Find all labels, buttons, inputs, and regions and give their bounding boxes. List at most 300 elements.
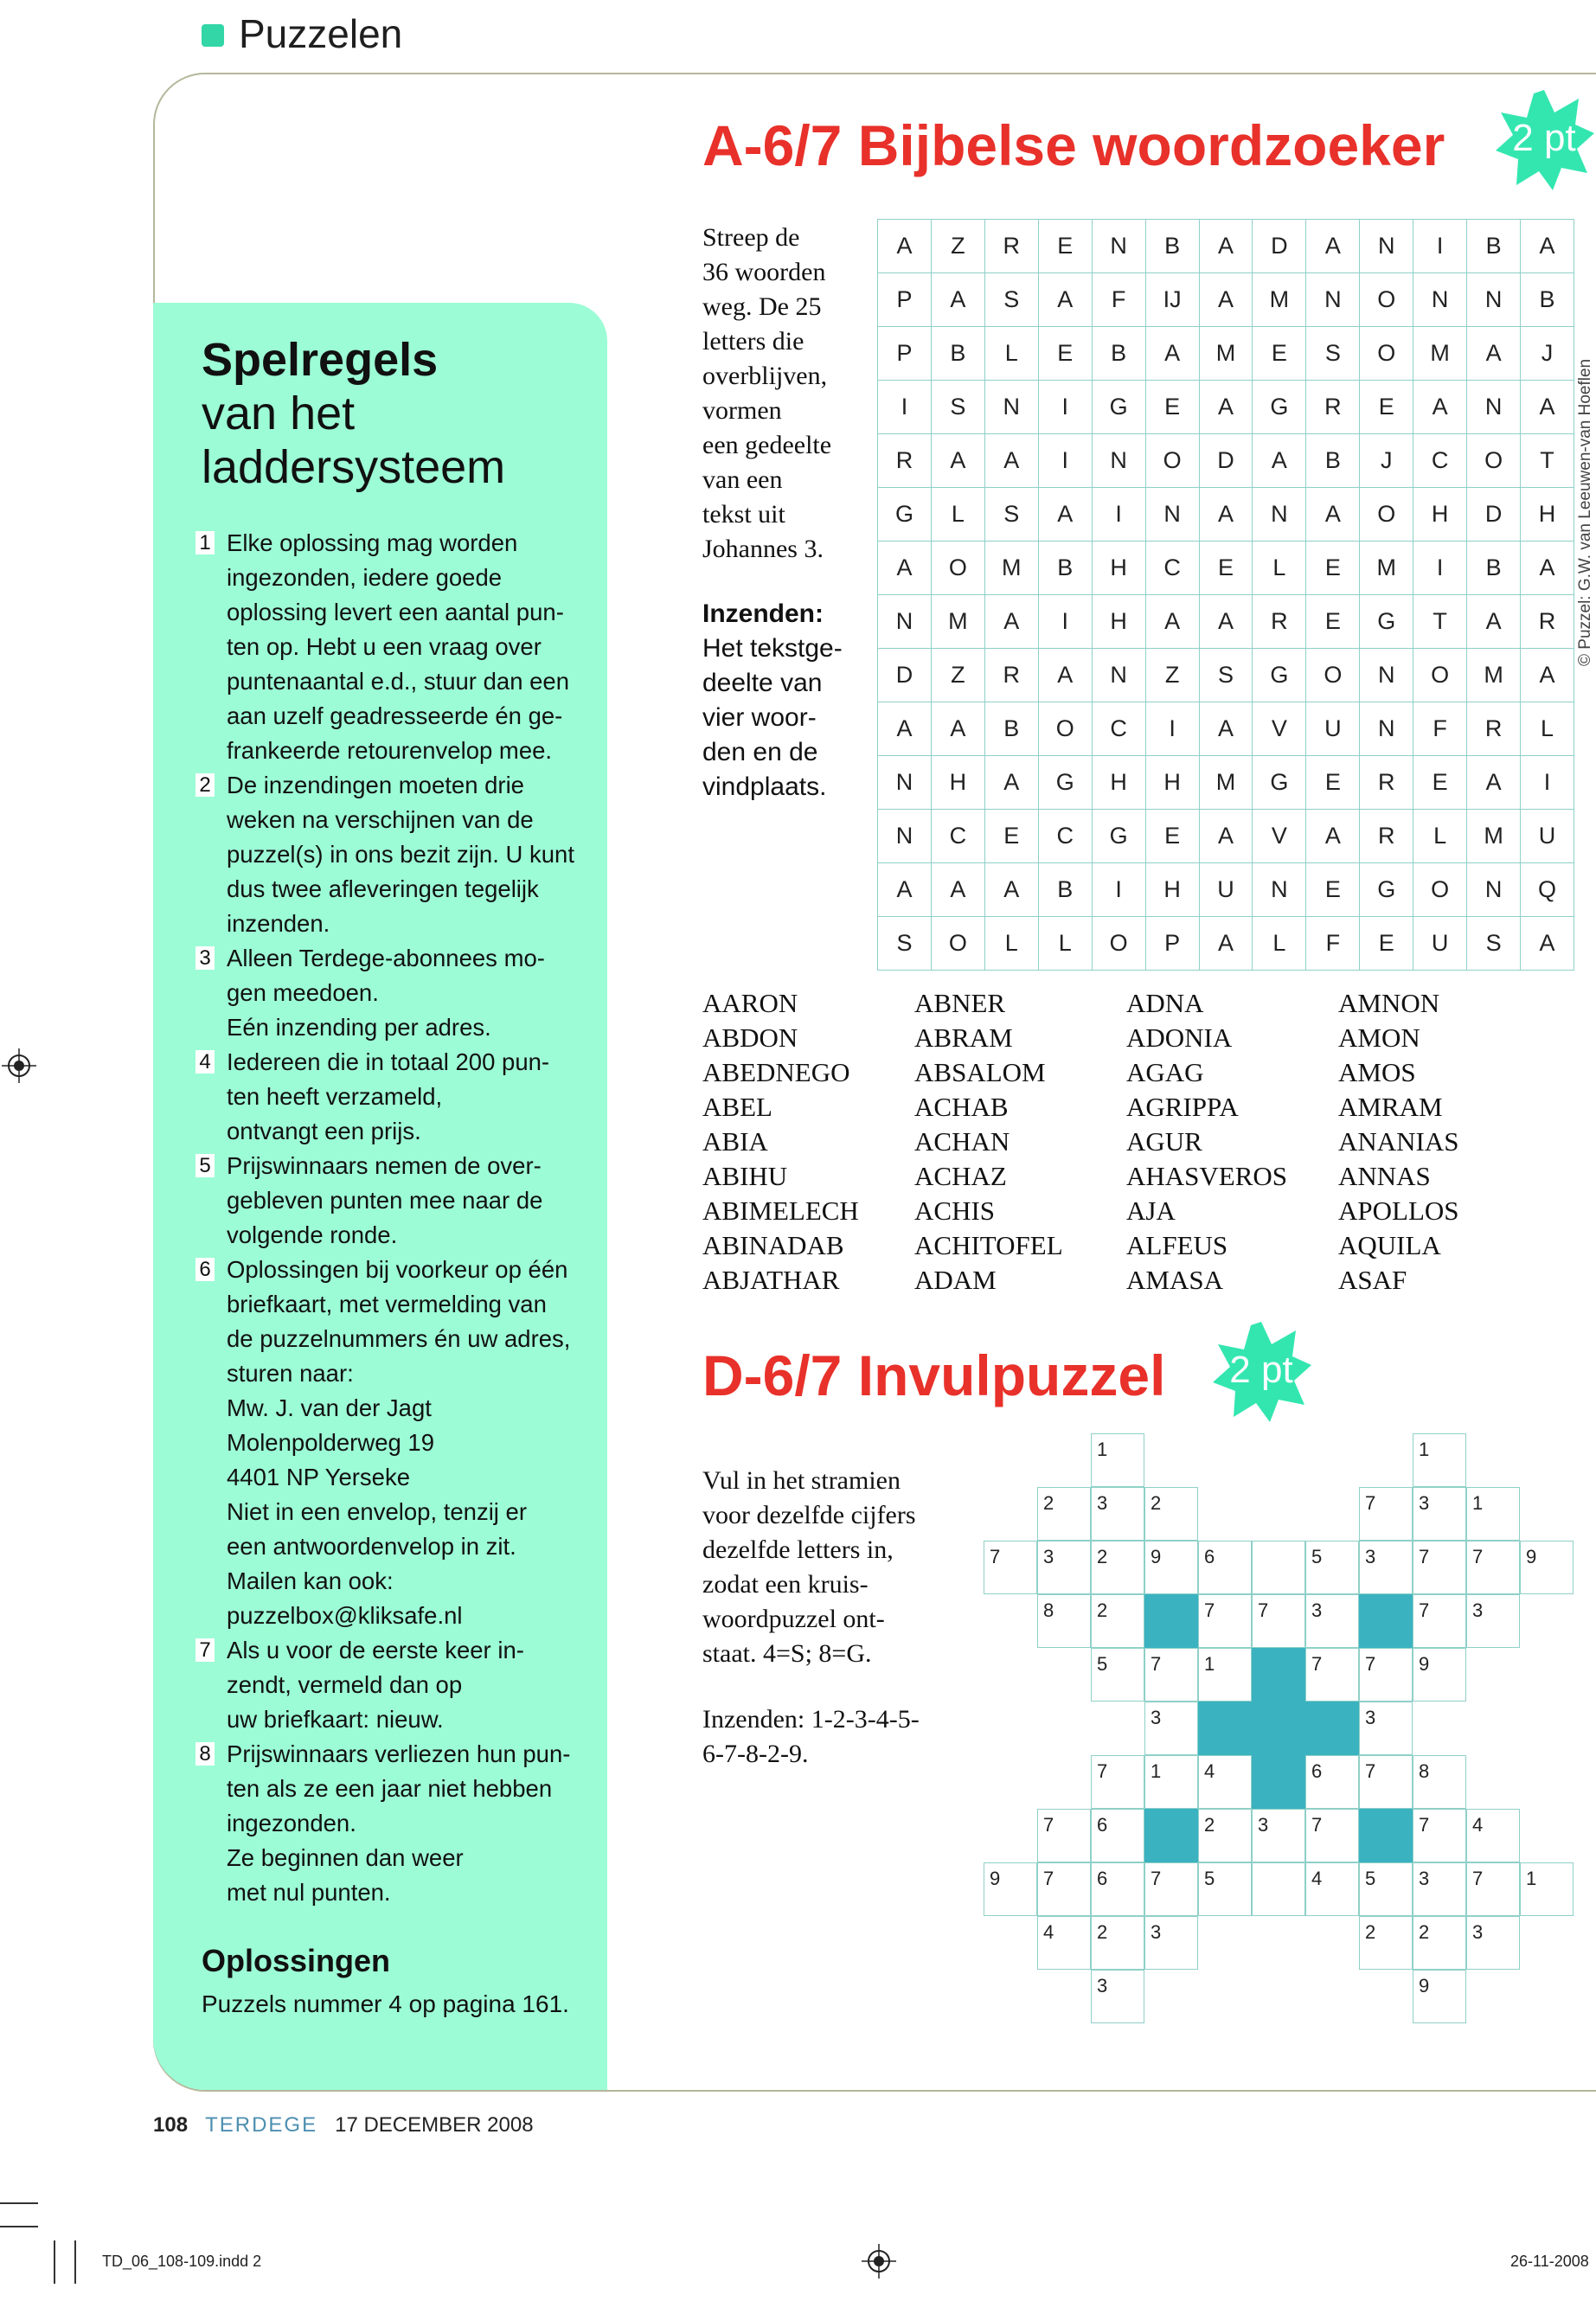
cell-number: 4 xyxy=(1472,1814,1484,1836)
rule-text-line: 4401 NP Yerseke xyxy=(227,1464,411,1490)
grid-letter: L xyxy=(984,327,1038,381)
word-item: ABEDNEGO xyxy=(702,1057,850,1087)
word-item: ASAF xyxy=(1338,1265,1407,1295)
submit-line: Inzenden: 1-2-3-4-5- xyxy=(702,1705,920,1734)
puzzle-d-instructions xyxy=(702,1464,953,1671)
rules-subheading: van het laddersysteem xyxy=(202,388,506,493)
instruction-line: zodat een kruis- xyxy=(702,1570,869,1599)
grid-letter: O xyxy=(1413,863,1467,917)
cell-number: 4 xyxy=(1043,1921,1054,1943)
grid-letter: G xyxy=(1038,756,1092,810)
rule-text-line: zendt, vermeld dan op xyxy=(227,1671,463,1698)
puzzle-a-points: 2 pt xyxy=(1512,117,1576,159)
puzzle-a-title: A-6/7 Bijbelse woordzoeker xyxy=(702,113,1445,177)
word-column xyxy=(914,986,1063,1298)
grid-letter: N xyxy=(1253,488,1306,542)
grid-letter: O xyxy=(1467,434,1521,488)
grid-letter: I xyxy=(1521,756,1574,810)
cell-number: 7 xyxy=(1365,1760,1376,1782)
grid-letter: A xyxy=(1467,595,1521,649)
grid-letter: N xyxy=(1360,702,1413,756)
grid-letter: H xyxy=(1092,756,1145,810)
rule-text-line: uw briefkaart: nieuw. xyxy=(227,1706,444,1733)
grid-letter: E xyxy=(1306,863,1360,917)
grid-letter: G xyxy=(1092,381,1145,434)
grid-letter: E xyxy=(1253,327,1306,381)
word-item: ABDON xyxy=(702,1022,798,1053)
grid-letter: N xyxy=(1360,649,1413,702)
grid-letter: E xyxy=(1038,327,1092,381)
grid-letter: S xyxy=(984,488,1038,542)
grid-row xyxy=(878,756,1574,810)
cell-number: 7 xyxy=(990,1546,1001,1567)
rule-text-line: De inzendingen moeten drie xyxy=(227,772,524,798)
word-item: ABIA xyxy=(702,1126,768,1157)
grid-letter: N xyxy=(984,381,1038,434)
rule-number: 5 xyxy=(195,1154,215,1177)
cell-number: 3 xyxy=(1097,1492,1108,1514)
rule-text-line: puzzelbox@kliksafe.nl xyxy=(227,1602,463,1629)
grid-letter: O xyxy=(1360,327,1413,381)
cell-number: 3 xyxy=(1419,1868,1430,1889)
grid-letter: M xyxy=(1360,542,1413,595)
grid-letter: E xyxy=(1360,917,1413,971)
grid-letter: L xyxy=(931,488,984,542)
grid-letter: B xyxy=(1467,542,1521,595)
grid-letter: R xyxy=(1253,595,1306,649)
grid-letter: A xyxy=(1413,381,1467,434)
cell-number: 4 xyxy=(1311,1868,1323,1889)
grid-letter: A xyxy=(1521,917,1574,971)
grid-letter: E xyxy=(984,810,1038,863)
grid-letter: H xyxy=(931,756,984,810)
instruction-line: een gedeelte xyxy=(702,431,832,459)
cell-number: 7 xyxy=(1419,1599,1430,1621)
rule-text-line: gebleven punten mee naar de xyxy=(227,1187,543,1214)
grid-letter: G xyxy=(1092,810,1145,863)
grid-letter: R xyxy=(1521,595,1574,649)
grid-row xyxy=(878,649,1574,702)
grid-letter: A xyxy=(1199,917,1253,971)
rule-number: 4 xyxy=(195,1050,215,1074)
word-item: ABEL xyxy=(702,1092,772,1122)
grid-letter: T xyxy=(1521,434,1574,488)
grid-letter: J xyxy=(1521,327,1574,381)
grid-letter: H xyxy=(1521,488,1574,542)
rule-item xyxy=(195,1045,576,1149)
cell-number: 1 xyxy=(1097,1439,1108,1460)
rule-text-line: aan uzelf geadresseerde én ge- xyxy=(227,702,563,729)
word-item: AGRIPPA xyxy=(1126,1092,1239,1122)
rule-number: 2 xyxy=(195,773,215,797)
cell-number: 3 xyxy=(1151,1707,1162,1728)
rule-text-line: Als u voor de eerste keer in- xyxy=(227,1637,524,1663)
word-item: APOLLOS xyxy=(1338,1195,1459,1226)
word-item: AGUR xyxy=(1126,1126,1202,1157)
crop-mark xyxy=(0,2226,38,2227)
grid-letter: A xyxy=(984,756,1038,810)
grid-letter: A xyxy=(1521,649,1574,702)
grid-letter: D xyxy=(1467,488,1521,542)
puzzle-a-submit xyxy=(702,597,867,804)
rule-text-line: Iedereen die in totaal 200 pun- xyxy=(227,1048,550,1075)
grid-letter: I xyxy=(1092,863,1145,917)
cell-number: 7 xyxy=(1419,1814,1430,1836)
grid-row xyxy=(878,810,1574,863)
grid-letter: A xyxy=(1199,220,1253,273)
word-column xyxy=(1338,986,1459,1298)
cell-number: 9 xyxy=(1419,1975,1430,1997)
cell-number: 6 xyxy=(1097,1868,1108,1889)
grid-letter: O xyxy=(1038,702,1092,756)
rule-text-line: een antwoordenvelop in zit. xyxy=(227,1533,516,1560)
cell-number: 1 xyxy=(1526,1868,1537,1889)
issue-date: 17 DECEMBER 2008 xyxy=(335,2113,534,2137)
cell-number: 7 xyxy=(1151,1653,1162,1675)
grid-letter: I xyxy=(1038,381,1092,434)
grid-letter: N xyxy=(878,756,932,810)
grid-letter: C xyxy=(1413,434,1467,488)
word-item: ANNAS xyxy=(1338,1161,1431,1191)
grid-letter: M xyxy=(1199,327,1253,381)
grid-letter: D xyxy=(1199,434,1253,488)
grid-letter: S xyxy=(931,381,984,434)
cell-number: 2 xyxy=(1365,1921,1376,1943)
cell-number: 3 xyxy=(1311,1599,1323,1621)
grid-letter: R xyxy=(1306,381,1360,434)
grid-letter: R xyxy=(878,434,932,488)
rule-item xyxy=(195,1633,576,1737)
grid-letter: A xyxy=(1038,649,1092,702)
cell-number: 7 xyxy=(1097,1760,1108,1782)
puzzle-d-points: 2 pt xyxy=(1229,1349,1293,1391)
grid-letter: F xyxy=(1413,702,1467,756)
grid-letter: B xyxy=(1306,434,1360,488)
grid-letter: A xyxy=(878,220,932,273)
grid-letter: O xyxy=(931,542,984,595)
grid-letter: U xyxy=(1521,810,1574,863)
grid-letter: A xyxy=(1038,488,1092,542)
rule-item xyxy=(195,768,576,941)
grid-letter: F xyxy=(1092,273,1145,327)
word-column xyxy=(702,986,859,1298)
grid-letter: O xyxy=(1360,488,1413,542)
rule-text-line: weken na verschijnen van de xyxy=(227,806,534,833)
grid-letter: N xyxy=(878,810,932,863)
solutions-text: Puzzels nummer 4 op pagina 161. xyxy=(202,1990,569,2017)
grid-letter: B xyxy=(984,702,1038,756)
rule-item xyxy=(195,941,576,1045)
rule-text-line: met nul punten. xyxy=(227,1879,391,1906)
cell-number: 9 xyxy=(990,1868,1001,1889)
cell-number: 7 xyxy=(1043,1814,1054,1836)
grid-row xyxy=(878,702,1574,756)
word-column xyxy=(1126,986,1287,1298)
grid-letter: B xyxy=(1145,220,1199,273)
rule-text-line: sturen naar: xyxy=(227,1360,354,1387)
cell-number: 3 xyxy=(1043,1546,1054,1567)
rule-text-line: dus twee afleveringen tegelijk xyxy=(227,875,539,902)
grid-letter: R xyxy=(1467,702,1521,756)
grid-letter: H xyxy=(1092,542,1145,595)
word-item: AMON xyxy=(1338,1022,1420,1053)
instruction-line: Streep de xyxy=(702,223,800,252)
cell-number: 7 xyxy=(1472,1546,1484,1567)
submit-line: vindplaats. xyxy=(702,772,827,801)
word-item: AMASA xyxy=(1126,1265,1223,1295)
cell-number: 1 xyxy=(1472,1492,1484,1514)
grid-letter: H xyxy=(1413,488,1467,542)
crop-mark xyxy=(0,2202,38,2204)
grid-letter: S xyxy=(1199,649,1253,702)
word-item: ANANIAS xyxy=(1338,1126,1459,1157)
word-item: ABIHU xyxy=(702,1161,788,1191)
rule-text-line: Alleen Terdege-abonnees mo- xyxy=(227,945,545,971)
grid-letter: E xyxy=(1038,220,1092,273)
cell-number: 9 xyxy=(1151,1546,1162,1567)
grid-letter: Z xyxy=(931,649,984,702)
rule-text-line: Mailen kan ook: xyxy=(227,1567,394,1594)
rule-text-line: inzenden. xyxy=(227,910,330,937)
rule-text-line: de puzzelnummers én uw adres, xyxy=(227,1325,571,1352)
puzzle-d-submit xyxy=(702,1702,953,1772)
instruction-line: voor dezelfde cijfers xyxy=(702,1501,916,1529)
grid-letter: A xyxy=(878,542,932,595)
grid-letter: F xyxy=(1306,917,1360,971)
cell-number: 3 xyxy=(1365,1546,1376,1567)
grid-letter: H xyxy=(1145,756,1199,810)
word-search-grid xyxy=(877,219,1574,971)
cell-number: 3 xyxy=(1151,1921,1162,1943)
grid-letter: B xyxy=(1092,327,1145,381)
cell-number: 7 xyxy=(1365,1653,1376,1675)
cell-number: 3 xyxy=(1472,1599,1484,1621)
grid-letter: G xyxy=(1360,863,1413,917)
cell-number: 5 xyxy=(1365,1868,1376,1889)
grid-letter: P xyxy=(878,327,932,381)
word-item: ADONIA xyxy=(1126,1022,1233,1053)
cell-number: 2 xyxy=(1097,1921,1108,1943)
grid-letter: M xyxy=(1199,756,1253,810)
grid-letter: B xyxy=(1467,220,1521,273)
cell-number: 7 xyxy=(1311,1814,1323,1836)
grid-letter: E xyxy=(1413,756,1467,810)
word-item: ALFEUS xyxy=(1126,1230,1228,1260)
cell-number: 6 xyxy=(1097,1814,1108,1836)
grid-letter: L xyxy=(1253,542,1306,595)
grid-letter: C xyxy=(931,810,984,863)
registration-mark-icon xyxy=(2,1048,36,1083)
instruction-line: 36 woorden xyxy=(702,258,826,286)
cell-number: 7 xyxy=(1151,1868,1162,1889)
word-item: AMOS xyxy=(1338,1057,1416,1087)
grid-letter: Z xyxy=(931,220,984,273)
rule-text-line: frankeerde retourenvelop mee. xyxy=(227,737,553,764)
instruction-line: dezelfde letters in, xyxy=(702,1535,894,1564)
instruction-line: letters die xyxy=(702,327,804,356)
grid-letter: A xyxy=(984,863,1038,917)
instruction-line: staat. 4=S; 8=G. xyxy=(702,1639,872,1668)
rule-text-line: Elke oplossing mag worden xyxy=(227,529,518,556)
grid-letter: Q xyxy=(1521,863,1574,917)
grid-letter: L xyxy=(1413,810,1467,863)
grid-letter: A xyxy=(931,273,984,327)
cell-number: 7 xyxy=(1258,1599,1269,1621)
submit-line: vier woor- xyxy=(702,703,817,732)
grid-letter: V xyxy=(1253,702,1306,756)
grid-letter: A xyxy=(984,434,1038,488)
cell-number: 8 xyxy=(1419,1760,1430,1782)
grid-letter: L xyxy=(1038,917,1092,971)
rule-item xyxy=(195,1253,576,1633)
cell-number: 1 xyxy=(1419,1439,1430,1460)
cell-number: 7 xyxy=(1365,1492,1376,1514)
grid-letter: A xyxy=(1145,327,1199,381)
grid-letter: Z xyxy=(1145,649,1199,702)
cell-number: 6 xyxy=(1311,1760,1323,1782)
rule-number: 3 xyxy=(195,946,215,970)
grid-letter: O xyxy=(1306,649,1360,702)
word-item: ACHAZ xyxy=(914,1161,1007,1191)
registration-mark-icon xyxy=(862,2244,896,2279)
cell-number: 4 xyxy=(1204,1760,1215,1782)
cell-number: 2 xyxy=(1151,1492,1162,1514)
puzzle-credit: © Puzzel: G.W. van Leeuwen-van Hoeflen xyxy=(1576,358,1594,666)
instruction-line: Vul in het stramien xyxy=(702,1466,901,1495)
print-slug: TD_06_108-109.indd 2 xyxy=(102,2253,262,2270)
grid-letter: I xyxy=(1038,434,1092,488)
grid-letter: V xyxy=(1253,810,1306,863)
grid-letter: I xyxy=(1413,542,1467,595)
rule-text-line: ten op. Hebt u een vraag over xyxy=(227,633,542,660)
word-item: AGAG xyxy=(1126,1057,1204,1087)
submit-line: 6-7-8-2-9. xyxy=(702,1740,809,1768)
grid-letter: E xyxy=(1306,595,1360,649)
grid-letter: U xyxy=(1413,917,1467,971)
crop-mark xyxy=(54,2240,55,2284)
grid-letter: R xyxy=(984,220,1038,273)
grid-letter: A xyxy=(1253,434,1306,488)
grid-letter: G xyxy=(1253,756,1306,810)
rule-text-line: oplossing levert een aantal pun- xyxy=(227,599,564,625)
grid-letter: N xyxy=(1145,488,1199,542)
puzzle-d-title: D-6/7 Invulpuzzel xyxy=(702,1343,1166,1407)
grid-letter: A xyxy=(878,702,932,756)
grid-letter: B xyxy=(931,327,984,381)
grid-row xyxy=(878,863,1574,917)
grid-letter: E xyxy=(1360,381,1413,434)
cell-number: 7 xyxy=(1311,1653,1323,1675)
cell-number: 7 xyxy=(1419,1546,1430,1567)
cell-number: 3 xyxy=(1419,1492,1430,1514)
grid-letter: O xyxy=(1145,434,1199,488)
grid-letter: A xyxy=(931,702,984,756)
grid-letter: N xyxy=(1092,220,1145,273)
grid-row xyxy=(878,488,1574,542)
grid-letter: A xyxy=(931,863,984,917)
grid-letter: A xyxy=(984,595,1038,649)
grid-letter: A xyxy=(1199,381,1253,434)
word-item: ABNER xyxy=(914,988,1006,1018)
grid-letter: A xyxy=(1199,595,1253,649)
grid-letter: A xyxy=(931,434,984,488)
word-item: AQUILA xyxy=(1338,1230,1441,1260)
word-item: ACHIS xyxy=(914,1195,996,1226)
grid-letter: S xyxy=(878,917,932,971)
cell-number: 3 xyxy=(1365,1707,1376,1728)
rule-text-line: briefkaart, met vermelding van xyxy=(227,1291,547,1317)
grid-letter: B xyxy=(1038,542,1092,595)
rule-text-line: gen meedoen. xyxy=(227,979,379,1006)
rule-number: 8 xyxy=(195,1742,215,1766)
grid-letter: A xyxy=(1521,542,1574,595)
grid-letter: E xyxy=(1199,542,1253,595)
grid-letter: M xyxy=(1467,649,1521,702)
rule-text-line: Eén inzending per adres. xyxy=(227,1014,491,1041)
rule-text-line: volgende ronde. xyxy=(227,1221,398,1248)
rule-text-line: Molenpolderweg 19 xyxy=(227,1429,435,1456)
cell-number: 2 xyxy=(1419,1921,1430,1943)
grid-letter: G xyxy=(1253,649,1306,702)
grid-letter: A xyxy=(878,863,932,917)
rule-text-line: Prijswinnaars nemen de over- xyxy=(227,1152,542,1179)
cell-number: 7 xyxy=(1043,1868,1054,1889)
grid-letter: T xyxy=(1413,595,1467,649)
rules-list xyxy=(195,526,576,1910)
grid-letter: J xyxy=(1360,434,1413,488)
cell-number: 5 xyxy=(1311,1546,1323,1567)
grid-letter: P xyxy=(1145,917,1199,971)
cell-number: 9 xyxy=(1419,1653,1430,1675)
rule-text-line: Mw. J. van der Jagt xyxy=(227,1394,432,1421)
grid-letter: N xyxy=(1467,381,1521,434)
cell-number: 2 xyxy=(1204,1814,1215,1836)
rule-number: 6 xyxy=(195,1258,215,1281)
cell-number: 3 xyxy=(1258,1814,1269,1836)
grid-letter: O xyxy=(931,917,984,971)
submit-line: Het tekstge- xyxy=(702,634,843,663)
cell-number: 9 xyxy=(1526,1546,1537,1567)
word-item: ACHAB xyxy=(914,1092,1009,1122)
print-date: 26-11-2008 xyxy=(1510,2253,1589,2270)
grid-letter: G xyxy=(1253,381,1306,434)
rule-text-line: Prijswinnaars verliezen hun pun- xyxy=(227,1740,571,1767)
word-item: ABRAM xyxy=(914,1022,1013,1053)
rules-heading: Spelregels xyxy=(202,334,439,386)
cell-number: 2 xyxy=(1097,1546,1108,1567)
grid-letter: E xyxy=(1306,756,1360,810)
grid-letter: N xyxy=(1467,273,1521,327)
rule-item xyxy=(195,526,576,768)
grid-row xyxy=(878,917,1574,971)
word-item: ADNA xyxy=(1126,988,1204,1018)
cell-number: 1 xyxy=(1151,1760,1162,1782)
grid-letter: P xyxy=(878,273,932,327)
cell-number: 7 xyxy=(1472,1868,1484,1889)
cell-number: 7 xyxy=(1204,1599,1215,1621)
grid-letter: C xyxy=(1038,810,1092,863)
grid-letter: A xyxy=(1199,273,1253,327)
grid-letter: A xyxy=(1199,810,1253,863)
cell-number: 3 xyxy=(1097,1975,1108,1997)
grid-letter: M xyxy=(984,542,1038,595)
section-title: Puzzelen xyxy=(239,11,403,56)
submit-line: den en de xyxy=(702,738,818,766)
instruction-line: Johannes 3. xyxy=(702,535,824,563)
grid-letter: D xyxy=(878,649,932,702)
grid-letter: A xyxy=(1467,756,1521,810)
page-footer xyxy=(153,2113,534,2138)
